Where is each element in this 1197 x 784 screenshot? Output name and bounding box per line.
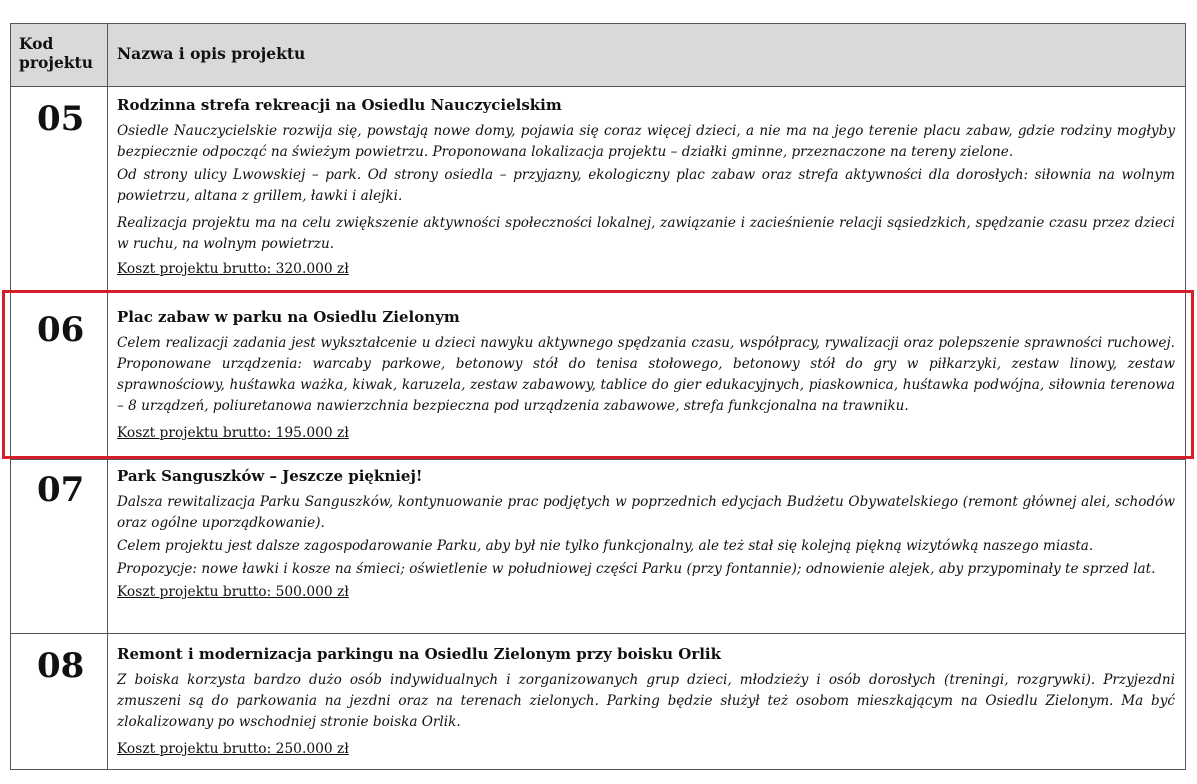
project-title: Park Sanguszków – Jeszcze piękniej! [117, 467, 423, 485]
project-content [117, 95, 1175, 279]
project-description: Celem projektu jest dalsze zagospodarowanie Parku, aby był nie tylko funkcjonalny, ale też stał się kolejną piękną wizytówką naszego miasta. [117, 538, 1094, 554]
project-description: Celem realizacji zadania jest wykształcenie u dzieci nawyku aktywnego spędzania czasu, współpracy, rywalizacji oraz polepszenie sprawności ruchowej. Proponowane urządzenia: warcaby parkowe, betonowy stół do tenisa stołowego, betonowy stół do gry w piłkarzyki, zestaw linowy, zestaw sprawnościowy, huśtawka ważka, kiwak, karuzela, zestaw zabawowy, tablice do gier edukacyjnych, piaskownica, huśtawka podwójna, siłownia terenowa – 8 urządzeń, poliuretanowa nawierzchnia bezpieczna pod urządzenia zabawowe, strefa funkcjonalna na trawniku. [117, 335, 1175, 414]
project-title: Rodzinna strefa rekreacji na Osiedlu Nauczycielskim [117, 96, 562, 114]
project-code: 06 [37, 310, 85, 350]
selection-highlight [2, 290, 1194, 459]
project-cost: Koszt projektu brutto: 500.000 zł [117, 584, 349, 600]
project-cost: Koszt projektu brutto: 195.000 zł [117, 425, 349, 441]
project-code: 08 [37, 646, 85, 686]
project-code: 05 [37, 99, 85, 139]
project-description: Realizacja projektu ma na celu zwiększenie aktywności społeczności lokalnej, zawiązanie i zacieśnienie relacji sąsiedzkich, spędzanie czasu przez dzieci w ruchu, na wolnym powietrzu. [117, 215, 1175, 252]
project-code: 07 [37, 470, 85, 510]
project-description: Propozycje: nowe ławki i kosze na śmieci; oświetlenie w południowej części Parku (przy fontannie); odnowienie alejek, aby przypominały te sprzed lat. [117, 561, 1156, 577]
project-title: Plac zabaw w parku na Osiedlu Zielonym [117, 308, 460, 326]
table-row [11, 633, 1185, 771]
project-description: Osiedle Nauczycielskie rozwija się, powstają nowe domy, pojawia się coraz więcej dzieci, a nie ma na jego terenie placu zabaw, gdzie rodziny mogłyby bezpiecznie odpocząć na świeżym powietrzu. Proponowana lokalizacja projektu – działki gminne, przeznaczone na tereny zielone. [117, 123, 1175, 160]
project-cost: Koszt projektu brutto: 250.000 zł [117, 741, 349, 757]
project-title: Remont i modernizacja parkingu na Osiedlu Zielonym przy boisku Orlik [117, 645, 722, 663]
table-row [11, 459, 1185, 633]
project-content [117, 644, 1175, 759]
project-description: Od strony ulicy Lwowskiej – park. Od strony osiedla – przyjazny, ekologiczny plac zabaw oraz strefa aktywności dla dorosłych: siłownia na wolnym powietrzu, altana z grillem, ławki i alejki. [117, 167, 1175, 204]
project-description: Z boiska korzysta bardzo dużo osób indywidualnych i zorganizowanych grup dzieci, młodzieży i osób dorosłych (treningi, rozgrywki). Przyjezdni zmuszeni są do parkowania na jezdni oraz na terenach zielonych. Parking będzie służył też osobom mieszkającym na Osiedlu Zielonym. Ma być zlokalizowany po wschodniej stronie boiska Orlik. [117, 672, 1175, 730]
project-description: Dalsza rewitalizacja Parku Sanguszków, kontynuowanie prac podjętych w poprzednich edycjach Budżetu Obywatelskiego (remont głównej alei, schodów oraz ogólne uporządkowanie). [117, 494, 1175, 531]
table-row [11, 86, 1185, 291]
table-header-row [11, 24, 1185, 86]
project-content [117, 466, 1175, 602]
header-name-label: Nazwa i opis projektu [117, 44, 306, 63]
header-code-label: Kod projektu [19, 34, 93, 72]
project-cost: Koszt projektu brutto: 320.000 zł [117, 261, 349, 277]
